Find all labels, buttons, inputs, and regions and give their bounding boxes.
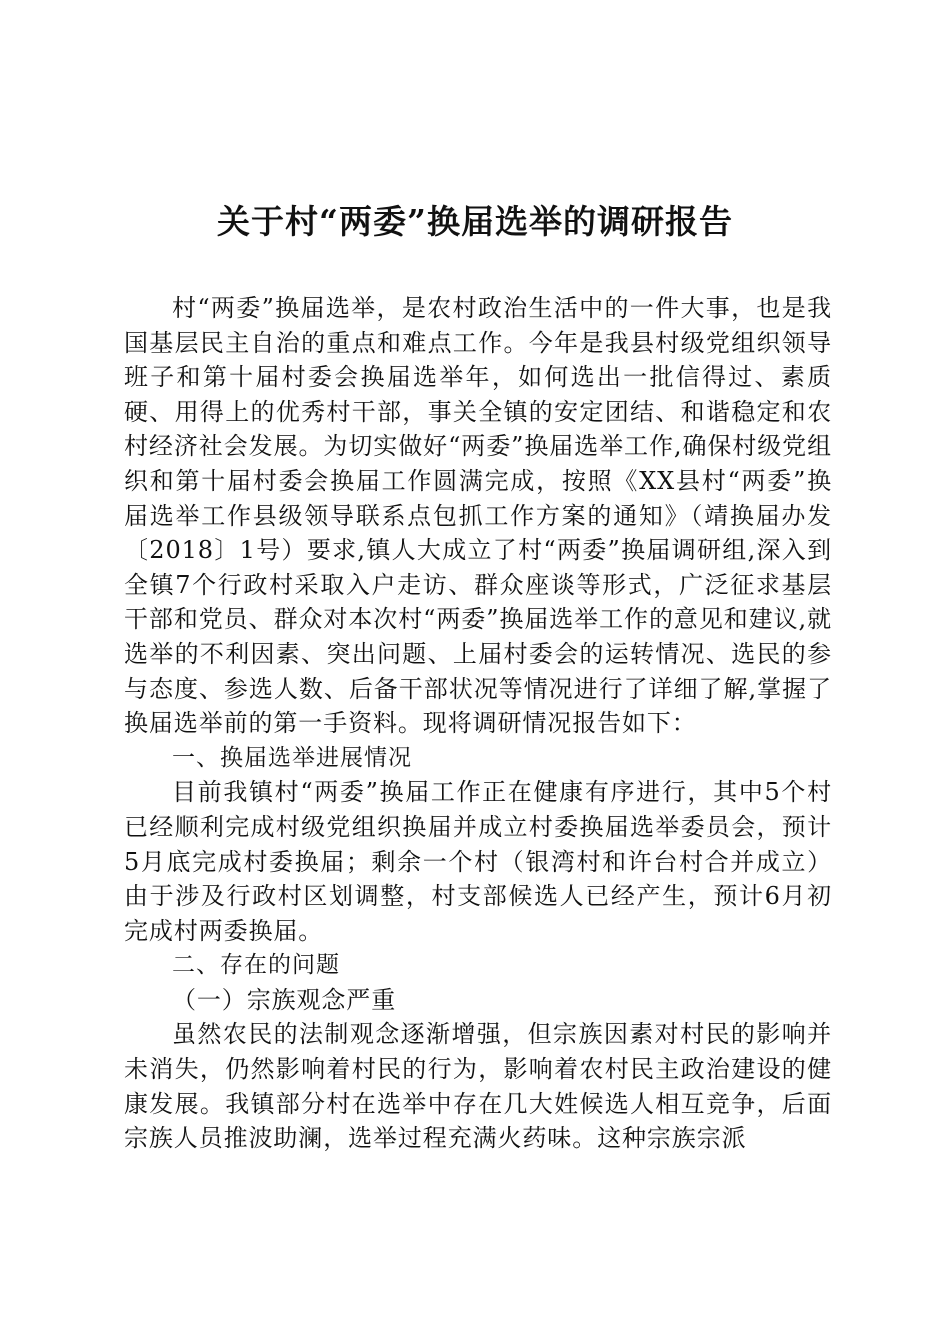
subsection-heading-clan: （一）宗族观念严重 (172, 985, 397, 1014)
document-body (124, 291, 832, 1156)
document-title: 关于村“两委”换届选举的调研报告 (217, 202, 733, 241)
intro-paragraph: 村“两委”换届选举，是农村政治生活中的一件大事，也是我国基层民主自治的重点和难点工作。今年是我县村级党组织领导班子和第十届村委会换届选举年，如何选出一批信得过、素质硬、用得上的优秀村干部，事关全镇的安定团结、和谐稳定和农村经济社会发展。为切实做好“两委”换届选举工作,确保村级党组织和第十届村委会换届工作圆满完成，按照《XX县村“两委”换届选举工作县级领导联系点包抓工作方案的通知》（靖换届办发〔2018〕1号）要求,镇人大成立了村“两委”换届调研组,深入到全镇7个行政村采取入户走访、群众座谈等形式，广泛征求基层干部和党员、群众对本次村“两委”换届选举工作的意见和建议,就选举的不利因素、突出问题、上届村委会的运转情况、选民的参与态度、参选人数、后备干部状况等情况进行了详细了解,掌握了换届选举前的第一手资料。现将调研情况报告如下： (124, 294, 832, 738)
clan-paragraph: 虽然农民的法制观念逐渐增强，但宗族因素对村民的影响并未消失，仍然影响着村民的行为，影响着农村民主政治建设的健康发展。我镇部分村在选举中存在几大姓候选人相互竞争，后面宗族人员推波助澜，选举过程充满火药味。这种宗族宗派 (124, 1020, 832, 1153)
progress-paragraph: 目前我镇村“两委”换届工作正在健康有序进行，其中5个村已经顺利完成村级党组织换届并成立村委换届选举委员会，预计5月底完成村委换届；剩余一个村（银湾村和许台村合并成立）由于涉及行政村区划调整，村支部候选人已经产生，预计6月初完成村两委换届。 (124, 778, 832, 945)
section-heading-progress: 一、换届选举进展情况 (172, 744, 412, 771)
section-heading-problems: 二、存在的问题 (172, 952, 340, 979)
